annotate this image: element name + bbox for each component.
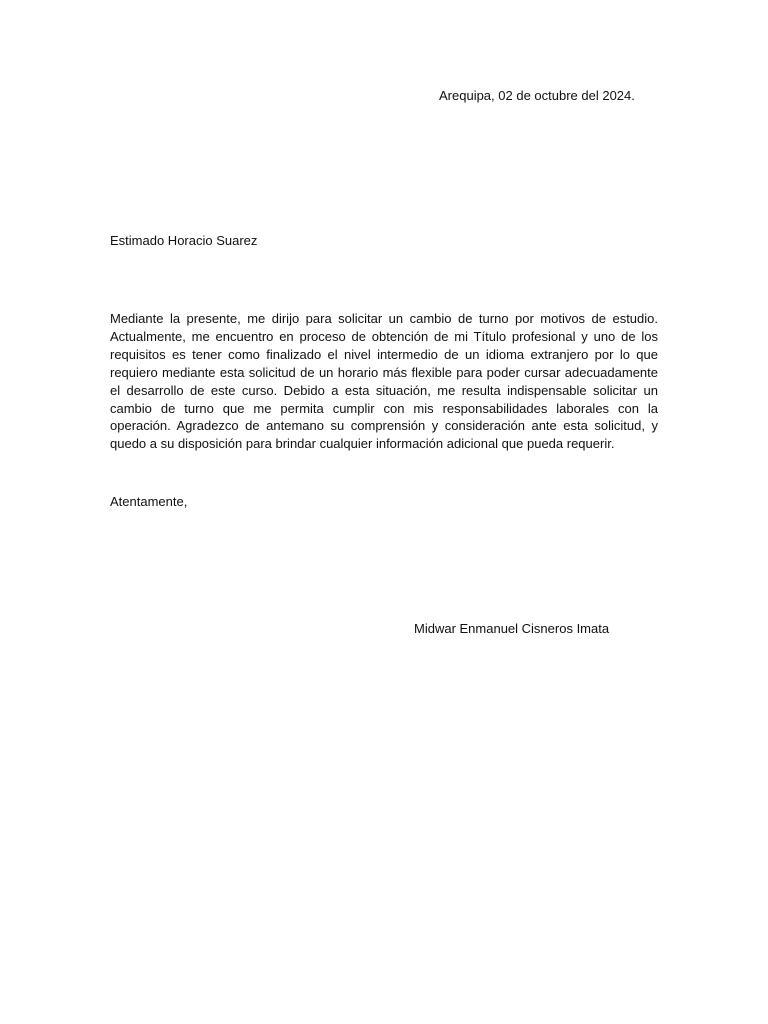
closing-line: Atentamente, bbox=[110, 494, 188, 509]
greeting-line: Estimado Horacio Suarez bbox=[110, 233, 258, 248]
letter-body: Mediante la presente, me dirijo para solicitar un cambio de turno por motivos de estudio. Actualmente, me encuentro en proceso de obtención de mi Título profesional y uno de los requisitos es tener como finalizado el nivel intermedio de un idioma extranjero por lo que requiero mediante esta solicitud de un horario más flexible para poder cursar adecuadamente el desarrollo de este curso. Debido a esta situación, me resulta indispensable solicitar un cambio de turno que me permita cumplir con mis responsabilidades laborales con la operación. Agradezco de antemano su comprensión y consideración ante esta solicitud, y quedo a su disposición para brindar cualquier información adicional que pueda requerir. bbox=[110, 311, 658, 452]
signature-name: Midwar Enmanuel Cisneros Imata bbox=[414, 621, 610, 636]
date-line: Arequipa, 02 de octubre del 2024. bbox=[439, 88, 635, 103]
